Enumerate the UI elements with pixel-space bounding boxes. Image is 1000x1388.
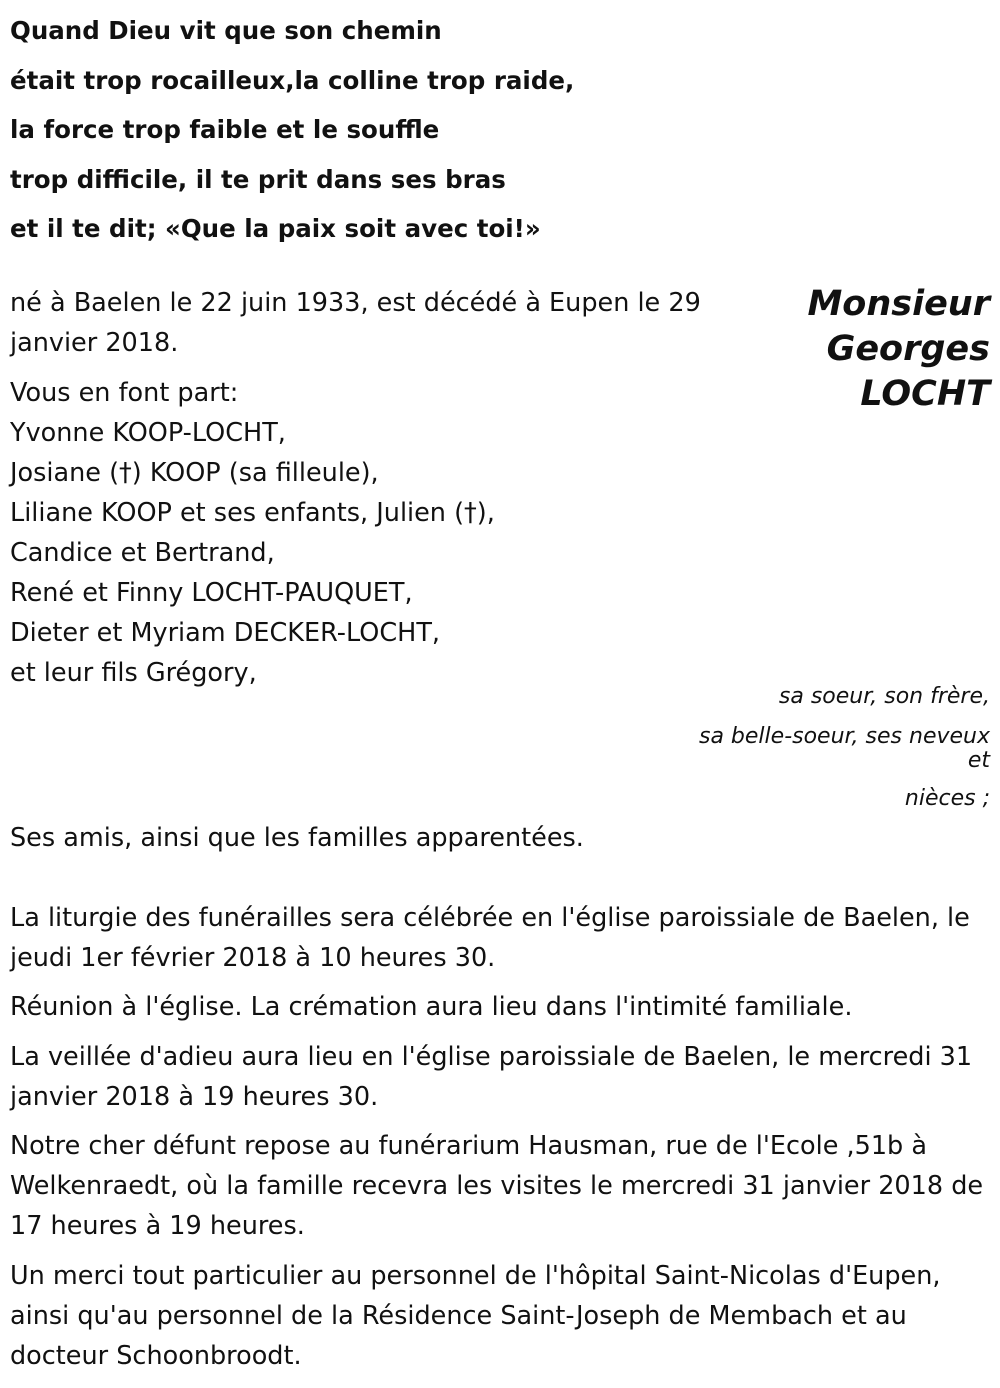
- poem: [10, 6, 710, 254]
- deceased-name: [690, 282, 990, 417]
- poem-line: Quand Dieu vit que son chemin: [10, 16, 442, 45]
- birth-death-statement: né à Baelen le 22 juin 1933, est décédé à Eupen le 29 janvier 2018.: [10, 288, 701, 358]
- thanks-paragraph: Un merci tout particulier au personnel de l'hôpital Saint-Nicolas d'Eupen, ainsi qu'au personnel de la Résidence Saint-Joseph de Membach et au docteur Schoonbroodt.: [10, 1261, 941, 1371]
- family-member-line: et leur fils Grégory,: [10, 658, 257, 688]
- family-member-line: Candice et Bertrand,: [10, 538, 275, 568]
- family-member-line: Josiane (†) KOOP (sa filleule),: [10, 458, 379, 488]
- family-announcement: [10, 373, 730, 693]
- deceased-first-name: Georges: [826, 329, 990, 369]
- relation-label: sa soeur, son frère,: [778, 684, 990, 709]
- family-member-line: Liliane KOOP et ses enfants, Julien (†),: [10, 498, 495, 528]
- family-member-line: Dieter et Myriam DECKER-LOCHT,: [10, 618, 441, 648]
- friends-paragraph: Ses amis, ainsi que les familles apparentées.: [10, 823, 584, 853]
- family-heading: Vous en font part:: [10, 378, 239, 408]
- poem-line: était trop rocailleux,la colline trop raide,: [10, 65, 575, 95]
- funeral-liturgy-paragraph: La liturgie des funérailles sera célébrée en l'église paroissiale de Baelen, le jeudi 1er février 2018 à 10 heures 30.: [10, 903, 970, 973]
- relation-label: nièces ;: [904, 786, 990, 811]
- poem-line: la force trop faible et le souffle: [10, 115, 440, 144]
- poem-line: trop difficile, il te prit dans ses bras: [10, 164, 506, 194]
- meeting-paragraph: Réunion à l'église. La crémation aura lieu dans l'intimité familiale.: [10, 992, 853, 1022]
- family-member-line: Yvonne KOOP-LOCHT,: [10, 418, 286, 448]
- deceased-title: Monsieur: [807, 284, 990, 324]
- funeral-home-paragraph: Notre cher défunt repose au funérarium Hausman, rue de l'Ecole ,51b à Welkenraedt, où la famille recevra les visites le mercredi 31 janvier 2018 de 17 heures à 19 heures.: [10, 1131, 984, 1241]
- vigil-paragraph: La veillée d'adieu aura lieu en l'église paroissiale de Baelen, le mercredi 31 janvier 2018 à 19 heures 30.: [10, 1042, 973, 1112]
- poem-line: et il te dit; «Que la paix soit avec toi!»: [10, 214, 541, 243]
- family-member-line: René et Finny LOCHT-PAUQUET,: [10, 578, 413, 608]
- deceased-last-name: LOCHT: [860, 374, 990, 414]
- relation-label: sa belle-soeur, ses neveux et: [699, 724, 990, 773]
